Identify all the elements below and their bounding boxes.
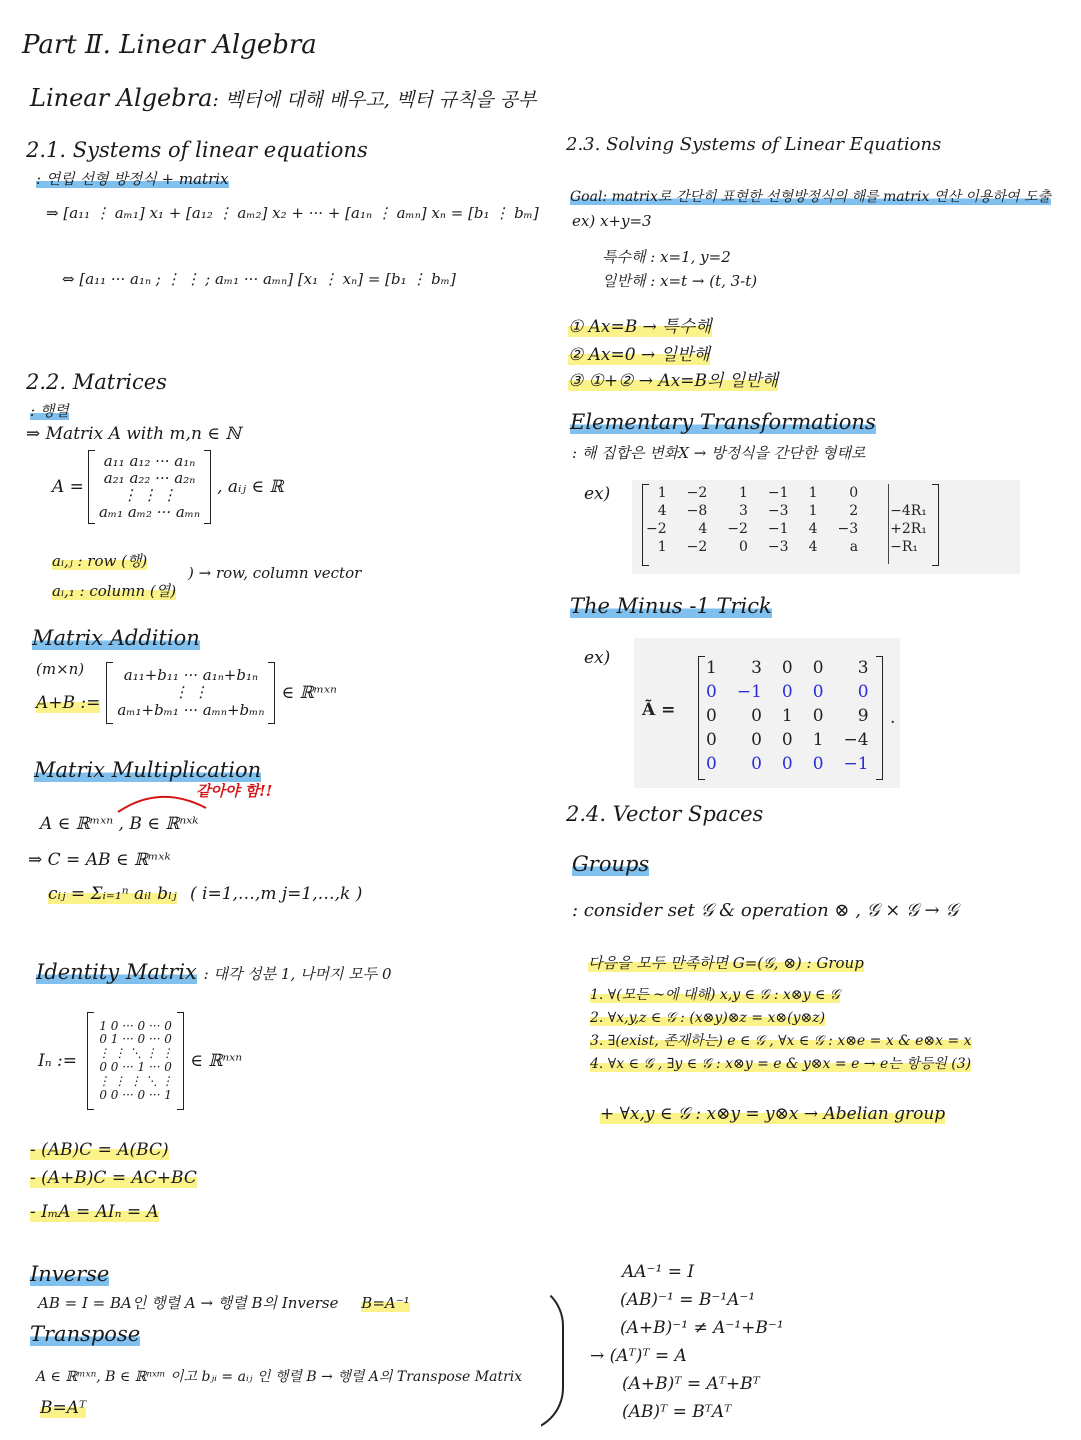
- augmented-matrix-body: [636, 484, 937, 556]
- left-bracket: [87, 1012, 94, 1110]
- matrix-a-row: a₂₁ a₂₂ ··· a₂ₙ: [103, 468, 196, 487]
- addition-space: ∈ ℝᵐˣⁿ: [281, 683, 337, 703]
- matrix-cell: −2: [686, 539, 708, 555]
- matrix-cell: −2: [727, 521, 748, 537]
- transpose-definition: A ∈ ℝᵐˣⁿ, B ∈ ℝⁿˣᵐ 이고 bⱼᵢ = aᵢⱼ 인 행렬 B → 행렬 A의 Transpose Matrix: [36, 1369, 523, 1385]
- intro-line: [30, 84, 536, 112]
- addition-lhs: A+B :=: [36, 693, 101, 713]
- minus-one-trick-heading-text: The Minus -1 Trick: [570, 594, 772, 618]
- identity-space: ∈ ℝⁿˣⁿ: [190, 1051, 243, 1071]
- section-2-3-goal: [570, 186, 1051, 206]
- matrix-multiplication-heading: [34, 758, 261, 782]
- inverse-definition-text: AB = I = BA인 행렬 A → 행렬 B의 Inverse: [38, 1294, 339, 1312]
- matrix-cell: 0: [781, 754, 793, 774]
- row-note: [52, 550, 147, 571]
- matrix-a-label: A =: [52, 477, 84, 497]
- identity-matrix-line: [36, 960, 392, 984]
- matrix-cell: −2: [686, 485, 708, 501]
- matrix-cell: −8: [686, 503, 708, 519]
- matrix-cell: −2: [646, 521, 667, 537]
- matrix-cell: 1: [781, 706, 793, 726]
- abelian-group-condition: [600, 1104, 945, 1124]
- matrix-cell: 0: [781, 658, 793, 678]
- matrix-a-row: a₁₁ a₁₂ ··· a₁ₙ: [103, 451, 196, 470]
- inverse-result: B=A⁻¹: [361, 1294, 410, 1312]
- minus-one-matrix: [696, 656, 879, 776]
- group-axiom: [590, 1030, 972, 1053]
- section-2-1-heading: 2.1. Systems of linear equations: [26, 138, 368, 162]
- identity-row: 0 1 ··· 0 ··· 0: [99, 1032, 172, 1047]
- identity-property-text: - (A+B)C = AC+BC: [30, 1168, 197, 1188]
- matrix-a-row: aₘ₁ aₘ₂ ··· aₘₙ: [98, 503, 201, 522]
- matrix-a-definition: [52, 450, 283, 524]
- matrix-addition-heading-text: Matrix Addition: [32, 626, 200, 650]
- identity-matrix-heading: Identity Matrix: [36, 960, 197, 984]
- matrix-cell: 1: [739, 485, 748, 501]
- multiplication-formula: [48, 884, 362, 904]
- matrix-cell: −1: [843, 754, 869, 774]
- identity-rule: → (Aᵀ)ᵀ = A: [590, 1346, 687, 1366]
- section-2-4-heading: 2.4. Vector Spaces: [566, 802, 764, 826]
- augmented-matrix-row: [636, 520, 937, 538]
- augmented-matrix-row: [636, 484, 937, 502]
- addition-definition: [36, 662, 337, 724]
- matrix-cell: 0: [812, 682, 824, 702]
- row-operation: −R₁: [890, 539, 919, 555]
- inverse-definition: [38, 1292, 410, 1313]
- addition-row: ⋮ ⋮: [173, 683, 209, 702]
- intro-desc: : 벡터에 대해 배우고, 벡터 규칙을 공부: [212, 89, 537, 111]
- matrix-cell: 0: [812, 658, 824, 678]
- augmented-matrix-row: [636, 502, 937, 520]
- matrix-cell: 0: [751, 706, 762, 726]
- left-bracket: [106, 662, 113, 724]
- minus-one-matrix-panel: [634, 638, 900, 788]
- abelian-group-text: + ∀x,y ∈ 𝒢 : x⊗y = y⊗x → Abelian group: [600, 1104, 946, 1124]
- section-2-3-goal-text: Goal: matrix로 간단히 표현한 선형방정식의 해를 matrix 연산 이용하여 도출: [570, 189, 1051, 205]
- row-operation: −4R₁: [890, 503, 927, 519]
- group-axiom-text: 2. ∀x,y,z ∈ 𝒢 : (x⊗y)⊗z = x⊗(y⊗z): [590, 1010, 826, 1026]
- identity-rule: (A+B)ᵀ = Aᵀ+Bᵀ: [622, 1374, 760, 1394]
- matrix-cell: 3: [751, 658, 762, 678]
- left-bracket: [642, 484, 649, 566]
- matrix-multiplication-heading-text: Matrix Multiplication: [34, 758, 262, 782]
- minus-one-example-label: ex): [584, 648, 611, 668]
- matrix-cell: 0: [812, 706, 824, 726]
- group-axiom-text: 4. ∀x ∈ 𝒢 , ∃y ∈ 𝒢 : x⊗y = e & y⊗x = e → e는 항등원 (3): [590, 1056, 972, 1072]
- identity-rule: (AB)ᵀ = BᵀAᵀ: [622, 1402, 732, 1422]
- row-operation: +2R₁: [890, 521, 927, 537]
- matrix-cell: −3: [767, 503, 789, 519]
- augmented-matrix-label: Ã =: [642, 700, 676, 720]
- elementary-example-label: ex): [584, 484, 611, 504]
- closing-parenthesis: [520, 1282, 564, 1432]
- intro-term: Linear Algebra: [30, 84, 213, 112]
- identity-row: 0 0 ··· 1 ··· 0: [99, 1060, 172, 1074]
- augmented-matrix: [636, 484, 937, 556]
- matrix-a-body: [95, 453, 204, 522]
- matrix-cell: 9: [857, 706, 869, 726]
- identity-row: 1 0 ··· 0 ··· 0: [99, 1018, 172, 1033]
- matrix-cell: −3: [837, 521, 859, 537]
- solution-step: [568, 312, 712, 337]
- multiplication-formula-main: cᵢⱼ = Σᵢ₌₁ⁿ aᵢₗ bₗⱼ: [48, 884, 177, 904]
- matrix-cell: 0: [751, 754, 762, 774]
- column-note: [52, 580, 176, 601]
- row-note-text: aᵢ,ⱼ : row (행): [52, 552, 148, 570]
- transpose-heading: [30, 1322, 140, 1346]
- matrix-a-row: ⋮ ⋮ ⋮: [122, 486, 177, 504]
- must-match-note: 같아야 함!!: [196, 782, 273, 800]
- elementary-transformations-desc: : 해 집합은 변화X → 방정식을 간단한 형태로: [572, 444, 866, 462]
- right-bracket: [268, 662, 275, 724]
- row-operation: [868, 484, 937, 502]
- matrix-cell: 0: [706, 730, 717, 750]
- minus-one-matrix-row: [696, 752, 879, 776]
- solution-step: [568, 366, 778, 391]
- addition-dimension: (m×n): [36, 660, 85, 678]
- matrix-cell: 0: [706, 682, 717, 702]
- matrix-cell: 1: [706, 658, 717, 678]
- multiplication-result: ⇒ C = AB ∈ ℝᵐˣᵏ: [28, 850, 171, 870]
- solution-step-text: ③ ①+② → Ax=B의 일반해: [568, 371, 779, 391]
- matrix-cell: −1: [736, 682, 762, 702]
- group-axioms: [590, 984, 972, 1076]
- minus-one-matrix-row: [696, 704, 879, 728]
- identity-property-text: - IₘA = AIₙ = A: [30, 1202, 159, 1222]
- minus-one-matrix-row: [696, 680, 879, 704]
- solution-step-text: ② Ax=0 → 일반해: [568, 345, 710, 365]
- addition-matrix-body: [113, 667, 268, 719]
- trailing-period: .: [890, 708, 896, 728]
- matrix-cell: 0: [857, 682, 869, 702]
- minus-one-matrix-row: [696, 656, 879, 680]
- minus-one-trick-heading: [570, 594, 772, 618]
- augmented-matrix-panel: [632, 480, 1020, 574]
- identity-row: 0 0 ··· 0 ··· 1: [99, 1087, 172, 1102]
- matrix-cell: −1: [767, 521, 789, 537]
- group-condition: [588, 952, 864, 973]
- matrix-cell: −1: [767, 485, 789, 501]
- matrix-a-entries-real: , aᵢⱼ ∈ ℝ: [217, 477, 284, 497]
- group-axiom: [590, 1053, 972, 1076]
- right-bracket: [177, 1012, 184, 1110]
- matrix-cell: 4: [808, 539, 818, 555]
- right-bracket: [876, 656, 883, 780]
- multiplication-spaces: A ∈ ℝᵐˣⁿ , B ∈ ℝⁿˣᵏ: [40, 814, 199, 834]
- matrix-definition-line: ⇒ Matrix A with m,n ∈ ℕ: [26, 424, 241, 444]
- section-2-1-note-text: : 연립 선형 방정식 + matrix: [36, 170, 229, 188]
- matrix-cell: 1: [657, 485, 667, 501]
- matrix-cell: 1: [808, 485, 818, 501]
- identity-row: ⋮ ⋮ ⋮ ⋱ ⋮: [97, 1073, 174, 1088]
- right-bracket: [932, 484, 939, 566]
- matrix-cell: 4: [698, 521, 708, 537]
- row-column-vector-note: ) → row, column vector: [188, 564, 362, 582]
- transpose-result-text: B=Aᵀ: [40, 1398, 87, 1418]
- matrix-cell: 0: [706, 754, 717, 774]
- addition-row: a₁₁+b₁₁ ··· a₁ₙ+b₁ₙ: [123, 666, 259, 685]
- identity-matrix-body: [94, 1020, 177, 1103]
- page-title: Part Ⅱ. Linear Algebra: [22, 30, 317, 60]
- section-2-2-heading: 2.2. Matrices: [26, 370, 167, 394]
- matrix-cell: 0: [751, 730, 762, 750]
- identity-lhs: Iₙ :=: [38, 1051, 77, 1071]
- transpose-heading-text: Transpose: [30, 1322, 141, 1346]
- section-2-1-note: [36, 168, 229, 189]
- group-condition-text: 다음을 모두 만족하면 G=(𝒢, ⊗) : Group: [588, 954, 864, 972]
- example-equation: ex) x+y=3: [572, 212, 652, 230]
- matrix-cell: 0: [812, 754, 824, 774]
- matrix-cell: 0: [706, 706, 717, 726]
- section-2-3-heading: 2.3. Solving Systems of Linear Equations: [566, 134, 942, 155]
- identity-rule: AA⁻¹ = I: [622, 1262, 695, 1282]
- right-bracket: [204, 450, 211, 524]
- minus-one-matrix-body: [696, 656, 879, 776]
- augmented-matrix-row: [636, 538, 937, 556]
- identity-rule: (A+B)⁻¹ ≠ A⁻¹+B⁻¹: [620, 1318, 784, 1338]
- column-note-text: aᵢ,₁ : column (열): [52, 582, 177, 600]
- matrix-cell: 1: [657, 539, 667, 555]
- multiplication-index-range: ( i=1,…,m j=1,…,k ): [190, 884, 363, 904]
- identity-definition: [38, 1012, 242, 1110]
- matrix-cell: 4: [808, 521, 818, 537]
- matrix-cell: −3: [767, 539, 789, 555]
- matrix-cell: 2: [849, 503, 859, 519]
- elementary-transformations-heading-text: Elementary Transformations: [570, 410, 876, 434]
- matrix-cell: 1: [812, 730, 824, 750]
- matrix-cell: 1: [808, 503, 818, 519]
- inverse-transpose-identities: [590, 1258, 784, 1426]
- section-2-2-note: [30, 400, 69, 421]
- groups-definition: : consider set 𝒢 & operation ⊗ , 𝒢 × 𝒢 → 𝒢: [572, 900, 959, 921]
- matrix-cell: a: [849, 539, 859, 555]
- linear-combination-equation: ⇒ [a₁₁ ⋮ aₘ₁] x₁ + [a₁₂ ⋮ aₘ₂] x₂ + ··· + [a₁ₙ ⋮ aₘₙ] xₙ = [b₁ ⋮ bₘ]: [46, 204, 539, 222]
- dimension-match-arc: [110, 786, 220, 816]
- matrix-cell: 0: [849, 485, 859, 501]
- solution-step: [568, 340, 710, 365]
- group-axiom-text: 3. ∃(exist, 존재하는) e ∈ 𝒢 , ∀x ∈ 𝒢 : x⊗e = x & e⊗x = x: [590, 1033, 972, 1049]
- section-2-2-note-text: : 행렬: [30, 402, 69, 420]
- group-axiom-text: 1. ∀(모든 ~에 대해) x,y ∈ 𝒢 : x⊗y ∈ 𝒢: [590, 987, 840, 1003]
- matrix-form-equation: ⇔ [a₁₁ ··· a₁ₙ ; ⋮ ⋮ ; aₘ₁ ··· aₘₙ] [x₁ ⋮ xₙ] = [b₁ ⋮ bₘ]: [62, 270, 456, 288]
- elementary-transformations-heading: [570, 410, 876, 434]
- inverse-heading-text: Inverse: [30, 1262, 110, 1286]
- identity-property: [30, 1168, 197, 1188]
- identity-rule: (AB)⁻¹ = B⁻¹A⁻¹: [620, 1290, 756, 1310]
- identity-row: ⋮ ⋮ ⋱ ⋮ ⋮: [97, 1046, 174, 1061]
- matrix-cell: −4: [843, 730, 869, 750]
- group-axiom: [590, 984, 972, 1007]
- matrix-cell: 0: [781, 682, 793, 702]
- general-solution: 일반해 : x=t → (t, 3-t): [602, 272, 758, 290]
- left-bracket: [88, 450, 95, 524]
- matrix-cell: 0: [739, 539, 748, 555]
- identity-property-text: - (AB)C = A(BC): [30, 1140, 169, 1160]
- solution-step-text: ① Ax=B → 특수해: [568, 317, 712, 337]
- matrix-addition-heading: [32, 626, 200, 650]
- identity-matrix-desc: : 대각 성분 1, 나머지 모두 0: [203, 965, 392, 983]
- groups-heading: [572, 852, 649, 876]
- group-axiom: [590, 1007, 972, 1030]
- particular-solution: 특수해 : x=1, y=2: [602, 248, 731, 266]
- addition-row: aₘ₁+bₘ₁ ··· aₘₙ+bₘₙ: [117, 700, 265, 719]
- groups-heading-text: Groups: [572, 852, 650, 876]
- matrix-cell: 4: [657, 503, 667, 519]
- identity-property: [30, 1140, 169, 1160]
- matrix-cell: 3: [857, 658, 869, 678]
- transpose-result: [40, 1398, 86, 1418]
- matrix-cell: 3: [739, 503, 748, 519]
- matrix-cell: 0: [781, 730, 793, 750]
- inverse-heading: [30, 1262, 109, 1286]
- augment-separator: [888, 484, 889, 564]
- identity-property: [30, 1202, 159, 1222]
- minus-one-matrix-row: [696, 728, 879, 752]
